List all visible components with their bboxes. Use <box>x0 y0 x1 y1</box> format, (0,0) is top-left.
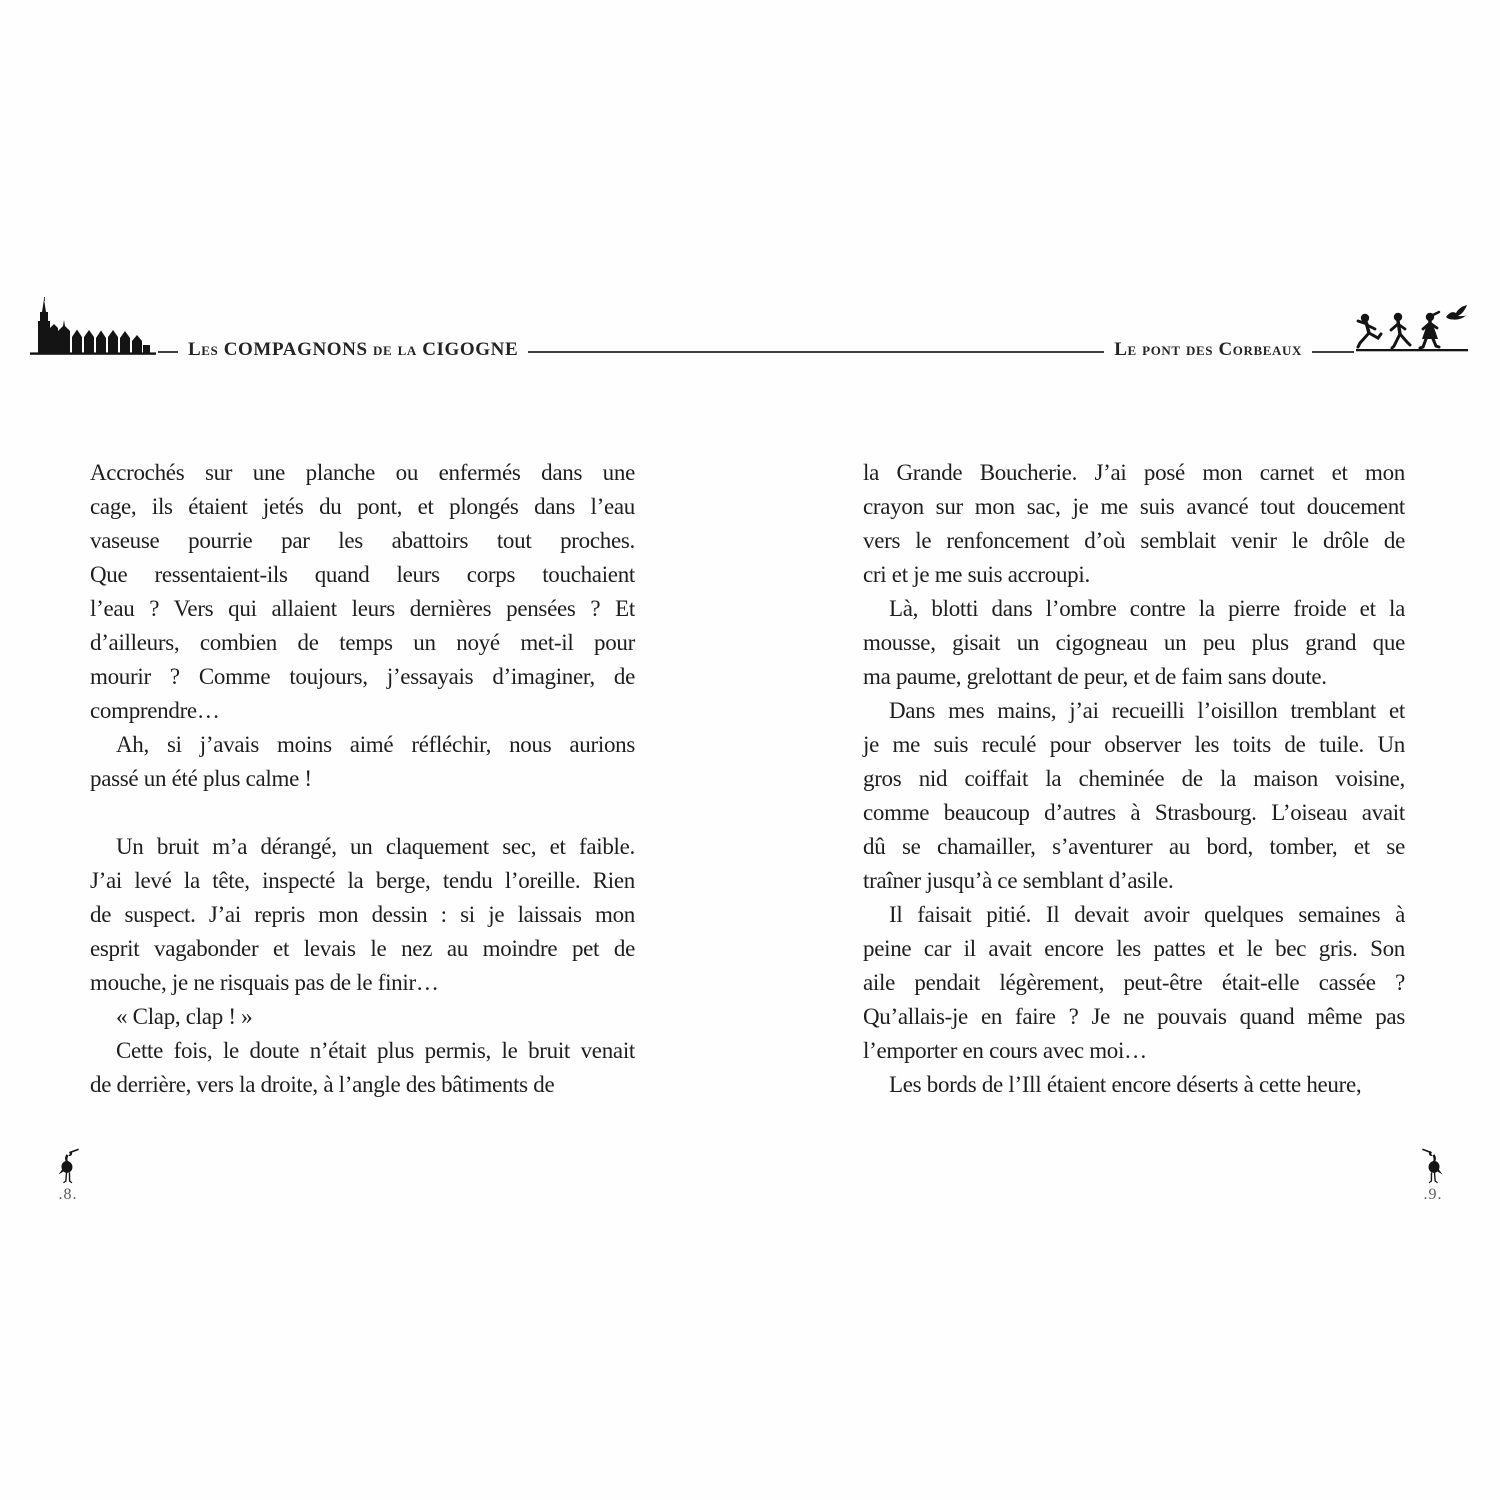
right-page-footer <box>1407 1148 1459 1203</box>
text-line: esprit vagabonder et levais le nez au moindre pet de <box>90 936 635 961</box>
text-line: vers le renfoncement d’où semblait venir le drôle de <box>863 528 1405 553</box>
right-running-title: Le pont des Corbeaux <box>1114 339 1302 360</box>
text-line: dû se chamailler, s’aventurer au bord, tomber, et se <box>863 834 1405 859</box>
header-rule-right <box>1312 351 1354 353</box>
stork-icon <box>1422 1148 1444 1184</box>
text-line: Là, blotti dans l’ombre contre la pierre froide et la <box>889 596 1405 621</box>
text-line: la Grande Boucherie. J’ai posé mon carnet et mon <box>863 460 1405 485</box>
text-line: comprendre… <box>90 698 220 723</box>
left-page-text <box>90 456 635 1102</box>
text-line: crayon sur mon sac, je me suis avancé tout doucement <box>863 494 1405 519</box>
text-line: gros nid coiffait la cheminée de la maison voisine, <box>863 766 1405 791</box>
blank-line <box>90 796 635 830</box>
text-line: ma paume, grelottant de peur, et de faim sans doute. <box>863 664 1327 689</box>
text-line: cage, ils étaient jetés du pont, et plongés dans l’eau <box>90 494 635 519</box>
text-line: « Clap, clap ! » <box>116 1004 253 1029</box>
left-page-footer <box>42 1148 94 1203</box>
text-line: Un bruit m’a dérangé, un claquement sec, et faible. <box>116 834 635 859</box>
text-line: vaseuse pourrie par les abattoirs tout proches. <box>90 528 635 553</box>
text-line: je me suis reculé pour observer les toits de tuile. Un <box>863 732 1405 757</box>
text-line: l’emporter en cours avec moi… <box>863 1038 1147 1063</box>
text-line: d’ailleurs, combien de temps un noyé met-il pour <box>90 630 635 655</box>
page-number-right: .9. <box>1423 1186 1443 1203</box>
text-line: de suspect. J’ai repris mon dessin : si je laissais mon <box>90 902 635 927</box>
text-line: de derrière, vers la droite, à l’angle des bâtiments de <box>90 1072 555 1097</box>
text-line: Les bords de l’Ill étaient encore déserts à cette heure, <box>889 1072 1362 1097</box>
cathedral-skyline-icon <box>30 297 158 357</box>
page-number-left: .8. <box>58 1186 78 1203</box>
stork-icon <box>57 1148 79 1184</box>
text-line: l’eau ? Vers qui allaient leurs dernières pensées ? Et <box>90 596 635 621</box>
text-line: mourir ? Comme toujours, j’essayais d’imaginer, de <box>90 664 635 689</box>
header-rule-middle <box>528 351 1104 353</box>
right-page-text <box>863 456 1405 1102</box>
crow-icon <box>1446 305 1467 320</box>
chapter-header <box>30 296 1472 360</box>
text-line: Accrochés sur une planche ou enfermés dans une <box>90 460 635 485</box>
header-rule-left <box>158 351 178 353</box>
text-line: Que ressentaient-ils quand leurs corps touchaient <box>90 562 635 587</box>
text-line: Cette fois, le doute n’était plus permis, le bruit venait <box>116 1038 635 1063</box>
text-line: mouche, je ne risquais pas de le finir… <box>90 970 439 995</box>
text-line: aile pendait légèrement, peut-être était-elle cassée ? <box>863 970 1405 995</box>
text-line: J’ai levé la tête, inspecté la berge, tendu l’oreille. Rien <box>90 868 635 893</box>
text-line: traîner jusqu’à ce semblant d’asile. <box>863 868 1174 893</box>
text-line: Dans mes mains, j’ai recueilli l’oisillon tremblant et <box>889 698 1405 723</box>
text-line: mousse, gisait un cigogneau un peu plus grand que <box>863 630 1405 655</box>
text-line: comme beaucoup d’autres à Strasbourg. L’oiseau avait <box>863 800 1405 825</box>
text-line: passé un été plus calme ! <box>90 766 312 791</box>
text-line: Il faisait pitié. Il devait avoir quelques semaines à <box>889 902 1405 927</box>
running-children-icon <box>1354 305 1472 357</box>
text-line: cri et je me suis accroupi. <box>863 562 1090 587</box>
text-line: Qu’allais-je en faire ? Je ne pouvais quand même pas <box>863 1004 1405 1029</box>
left-running-title: Les COMPAGNONS de la CIGOGNE <box>188 339 519 360</box>
text-line: peine car il avait encore les pattes et le bec gris. Son <box>863 936 1405 961</box>
text-line: Ah, si j’avais moins aimé réfléchir, nous aurions <box>116 732 635 757</box>
